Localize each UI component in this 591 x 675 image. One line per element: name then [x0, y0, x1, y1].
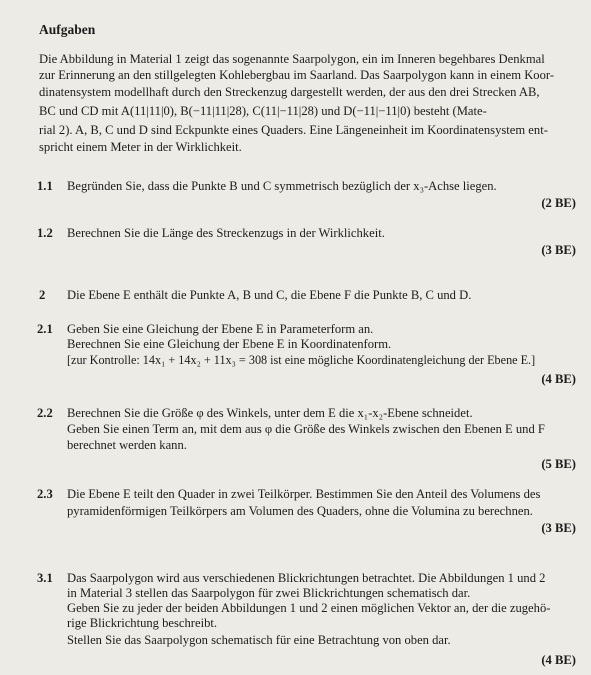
task-number-2-3: 2.3	[37, 487, 53, 501]
task-2-3-line-1: Die Ebene E teilt den Quader in zwei Teilkörper. Bestimmen Sie den Anteil des Volumens des	[67, 487, 541, 501]
intro-line-5: rial 2). A, B, C und D sind Eckpunkte eines Quaders. Eine Längeneinheit im Koordinatensystem ent-	[39, 123, 548, 137]
task-1-1-points: (2 BE)	[541, 196, 576, 210]
task-2-2-line-3: berechnet werden kann.	[67, 438, 187, 452]
task-2-2-line-2: Geben Sie einen Term an, mit dem aus φ die Größe des Winkels zwischen den Ebenen E und F	[67, 422, 545, 436]
task-number-2-1: 2.1	[37, 322, 53, 336]
intro-line-4: BC und CD mit A(11|11|0), B(−11|11|28), C(11|−11|28) und D(−11|−11|0) besteht (Mate-	[39, 104, 487, 118]
task-3-1-line-4: rige Blickrichtung beschreibt.	[67, 616, 218, 630]
task-2-1-line-1: Geben Sie eine Gleichung der Ebene E in Parameterform an.	[67, 322, 374, 336]
task-2-1-points: (4 BE)	[541, 372, 576, 386]
task-2-2-line-1: Berechnen Sie die Größe φ des Winkels, unter dem E die x₁-x₂-Ebene schneidet.	[67, 406, 473, 420]
task-number-1-1: 1.1	[37, 179, 53, 193]
intro-line-2: zur Erinnerung an den stillgelegten Kohlebergbau im Saarland. Das Saarpolygon kann in einem Koor-	[39, 68, 555, 82]
task-3-1-line-2: in Material 3 stellen das Saarpolygon für zwei Blickrichtungen schematisch dar.	[67, 586, 471, 600]
intro-line-1: Die Abbildung in Material 1 zeigt das sogenannte Saarpolygon, ein im Inneren begehbares Denkmal	[39, 52, 545, 66]
task-number-2: 2	[39, 288, 46, 302]
task-1-2-text: Berechnen Sie die Länge des Streckenzugs in der Wirklichkeit.	[67, 226, 385, 240]
task-1-2-points: (3 BE)	[541, 243, 576, 257]
intro-line-6: spricht einem Meter in der Wirklichkeit.	[39, 140, 242, 154]
task-2-3-line-2: pyramidenförmigen Teilkörpers am Volumen des Quaders, ohne die Volumina zu berechnen.	[67, 504, 533, 518]
page-heading: Aufgaben	[39, 22, 96, 37]
task-3-1-points: (4 BE)	[541, 653, 576, 667]
task-number-3-1: 3.1	[37, 571, 53, 585]
task-3-1-line-3: Geben Sie zu jeder der beiden Abbildungen 1 und 2 einen möglichen Vektor an, der die zugehö-	[67, 601, 551, 615]
task-2-3-points: (3 BE)	[541, 521, 576, 535]
task-2-1-line-3: [zur Kontrolle: 14x₁ + 14x₂ + 11x₃ = 308 ist eine mögliche Koordinatengleichung der Ebene E.]	[67, 353, 536, 367]
task-1-1-text: Begründen Sie, dass die Punkte B und C symmetrisch bezüglich der x₃-Achse liegen.	[67, 179, 497, 193]
task-number-2-2: 2.2	[37, 406, 53, 420]
task-number-1-2: 1.2	[37, 226, 53, 240]
task-2-text: Die Ebene E enthält die Punkte A, B und C, die Ebene F die Punkte B, C und D.	[67, 288, 472, 302]
task-3-1-line-1: Das Saarpolygon wird aus verschiedenen Blickrichtungen betrachtet. Die Abbildungen 1 und 2	[67, 571, 546, 585]
task-2-2-points: (5 BE)	[541, 457, 576, 471]
intro-line-3: dinatensystem modellhaft durch den Streckenzug dargestellt werden, der aus den drei Strecken AB,	[39, 85, 540, 99]
task-2-1-line-2: Berechnen Sie eine Gleichung der Ebene E in Koordinatenform.	[67, 337, 392, 351]
task-3-1-line-5: Stellen Sie das Saarpolygon schematisch für eine Betrachtung von oben dar.	[67, 633, 451, 647]
